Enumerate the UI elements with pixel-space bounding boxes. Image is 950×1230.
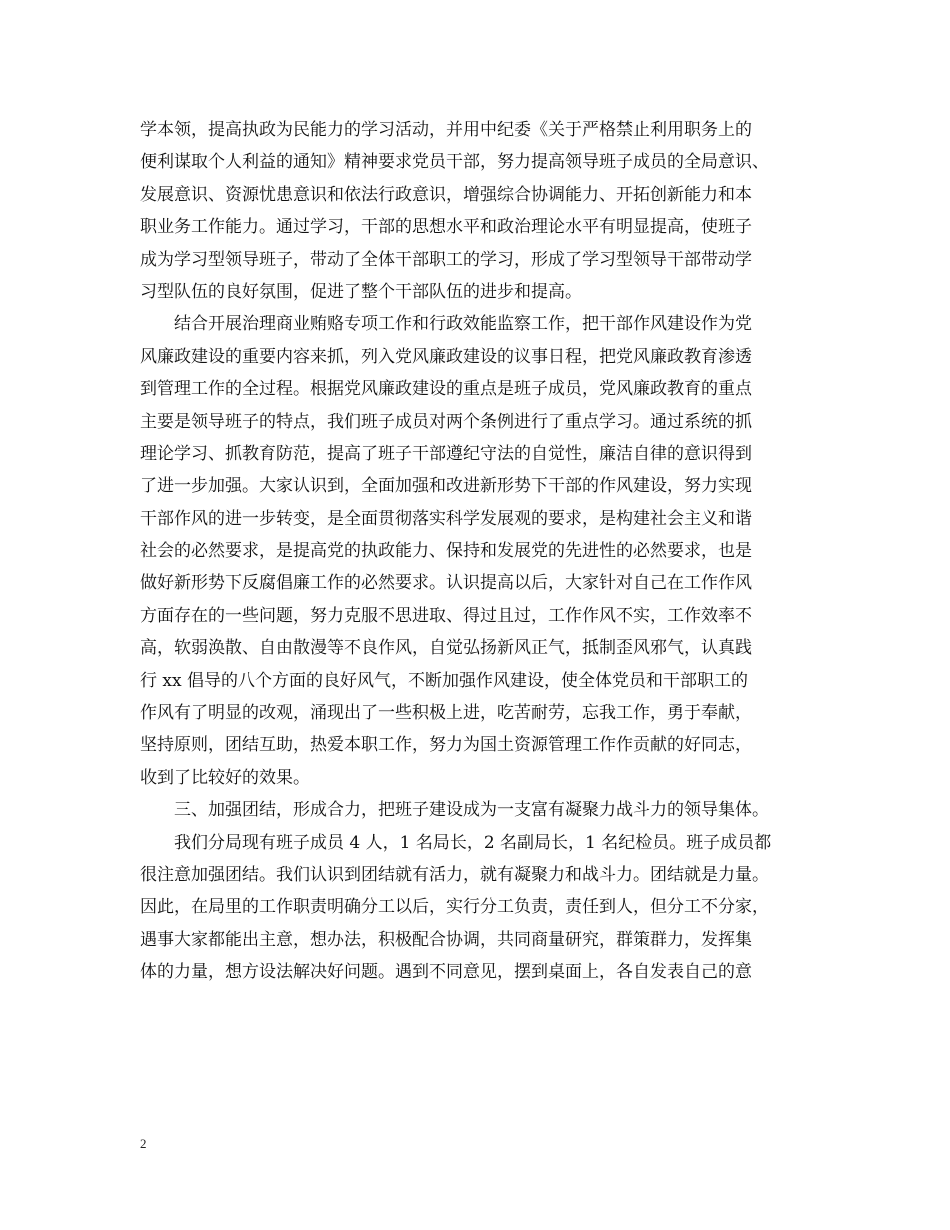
- text-line: 了进一步加强。大家认识到，全面加强和改进新形势下干部的作风建设，努力实现: [140, 476, 752, 497]
- text-line: 干部作风的进一步转变，是全面贯彻落实科学发展观的要求，是构建社会主义和谐: [140, 508, 752, 529]
- text-line: 主要是领导班子的特点，我们班子成员对两个条例进行了重点学习。通过系统的抓: [140, 411, 752, 432]
- text-line: 很注意加强团结。我们认识到团结就有活力，就有凝聚力和战斗力。团结就是力量。: [140, 864, 769, 885]
- text-line: 作风有了明显的改观，涌现出了一些积极上进，吃苦耐劳，忘我工作，勇于奉献，: [140, 703, 752, 724]
- text-line: 成为学习型领导班子，带动了全体干部职工的学习，形成了学习型领导干部带动学: [140, 249, 752, 270]
- text-line: 遇事大家都能出主意，想办法，积极配合协调，共同商量研究，群策群力，发挥集: [140, 929, 752, 950]
- text-line: 因此，在局里的工作职责明确分工以后，实行分工负责，责任到人，但分工不分家，: [140, 897, 769, 918]
- text-line: 便利谋取个人利益的通知》精神要求党员干部，努力提高领导班子成员的全局意识、: [140, 152, 769, 173]
- text-line: 方面存在的一些问题，努力克服不思进取、得过且过，工作作风不实，工作效率不: [140, 605, 752, 626]
- text-line: 做好新形势下反腐倡廉工作的必然要求。认识提高以后，大家针对自己在工作作风: [140, 573, 752, 594]
- text-line: 坚持原则，团结互助，热爱本职工作，努力为国土资源管理工作作贡献的好同志，: [140, 735, 752, 756]
- body-text: [140, 114, 830, 989]
- text-line: 学本领，提高执政为民能力的学习活动，并用中纪委《关于严格禁止利用职务上的: [140, 120, 752, 140]
- text-line: 我们分局现有班子成员 4 人，1 名局长，2 名副局长，1 名纪检员。班子成员都: [140, 832, 772, 853]
- text-line: 行 xx 倡导的八个方面的良好风气，不断加强作风建设，使全体党员和干部职工的: [140, 670, 748, 691]
- page-number: 2: [140, 1136, 147, 1151]
- text-line: 发展意识、资源忧患意识和依法行政意识，增强综合协调能力、开拓创新能力和本: [140, 184, 752, 205]
- text-line: 体的力量，想方设法解决好问题。遇到不同意见，摆到桌面上，各自发表自己的意: [140, 962, 752, 983]
- text-line: 高，软弱涣散、自由散漫等不良作风，自觉弘扬新风正气，抵制歪风邪气，认真践: [140, 638, 752, 659]
- text-line: 结合开展治理商业贿赂专项工作和行政效能监察工作，把干部作风建设作为党: [140, 314, 752, 335]
- text-line: 习型队伍的良好氛围，促进了整个干部队伍的进步和提高。: [140, 281, 582, 302]
- text-line: 风廉政建设的重要内容来抓，列入党风廉政建设的议事日程，把党风廉政教育渗透: [140, 346, 752, 367]
- text-line: 到管理工作的全过程。根据党风廉政建设的重点是班子成员，党风廉政教育的重点: [140, 379, 752, 400]
- text-line: 三、加强团结，形成合力，把班子建设成为一支富有凝聚力战斗力的领导集体。: [140, 800, 769, 821]
- text-line: 社会的必然要求，是提高党的执政能力、保持和发展党的先进性的必然要求，也是: [140, 541, 752, 562]
- text-line: 收到了比较好的效果。: [140, 767, 310, 788]
- text-line: 理论学习、抓教育防范，提高了班子干部遵纪守法的自觉性，廉洁自律的意识得到: [140, 443, 752, 464]
- text-line: 职业务工作能力。通过学习，干部的思想水平和政治理论水平有明显提高，使班子: [140, 217, 752, 238]
